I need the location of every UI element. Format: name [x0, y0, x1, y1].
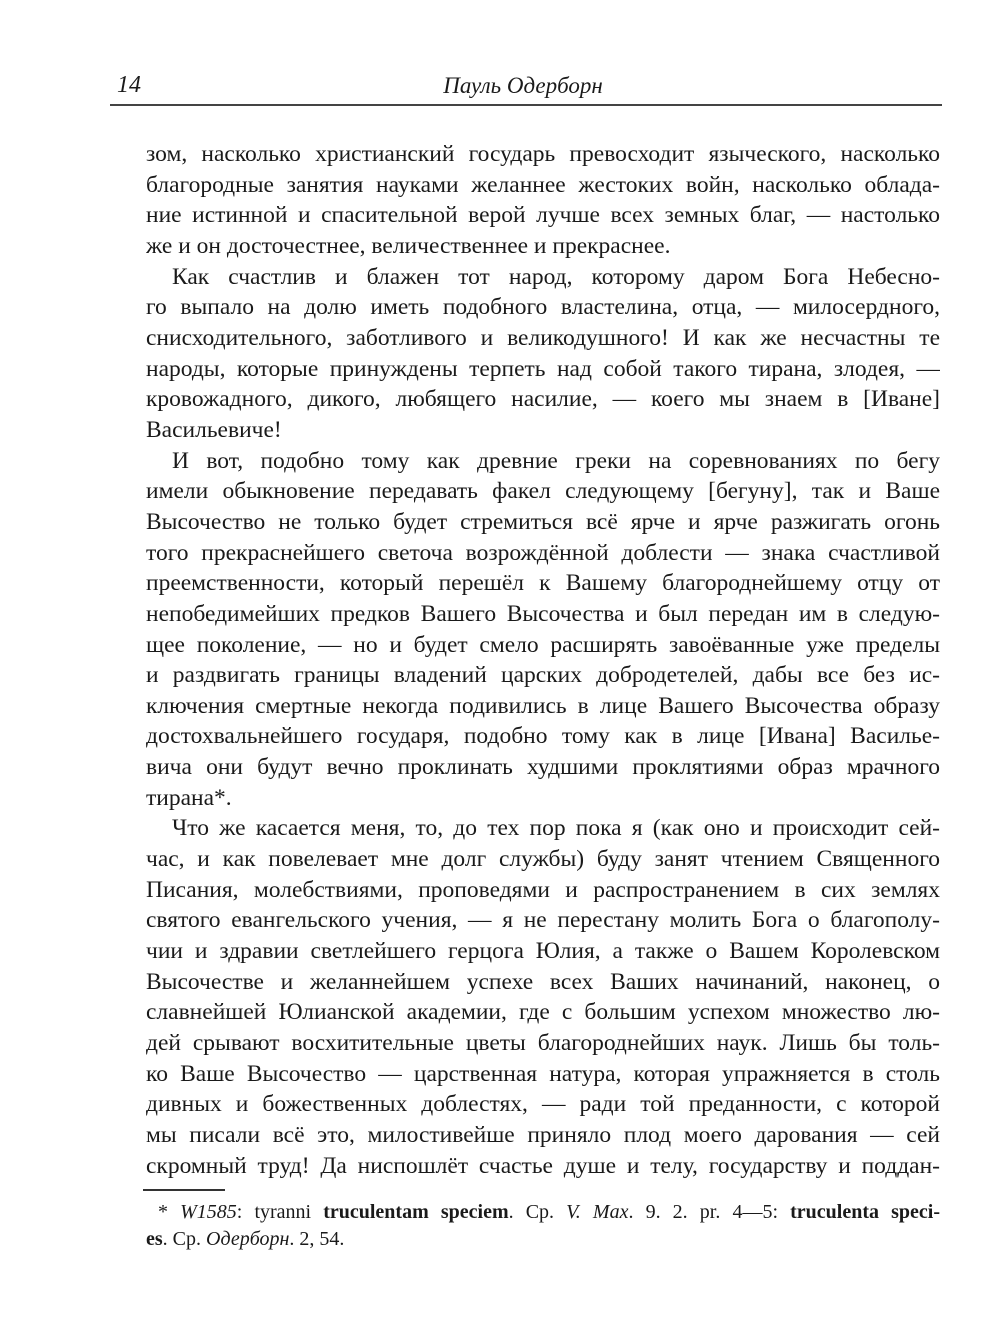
paragraph	[146, 139, 940, 262]
body-text	[146, 139, 940, 1181]
text-line: же и он досточестнее, величественнее и прекраснее.	[146, 232, 671, 259]
footnote-text: . Ср.	[162, 1228, 207, 1250]
text-line: ключения смертные некогда подивились в лице Вашего Высочества образу	[146, 692, 940, 719]
page-number: 14	[117, 72, 141, 98]
text-line: Высочество не только будет стремиться всё ярче и ярче разжигать огонь	[146, 508, 940, 535]
text-line: Васильевиче!	[146, 416, 282, 443]
text-line: щее поколение, — но и будет смело расширять завоёванные уже пределы	[146, 631, 940, 658]
footnote-text: . 9. 2. pr. 4—5:	[628, 1201, 791, 1223]
text-line: тирана*.	[146, 784, 232, 811]
footnote-text: . Ср.	[508, 1201, 567, 1223]
text-line: Что же касается меня, то, до тех пор пока я (как оно и происходит сей-	[172, 815, 940, 842]
footnote-source: W1585	[180, 1201, 237, 1223]
footnote-latin: truculenta speci-	[790, 1201, 940, 1223]
header-rule	[110, 104, 942, 106]
text-line: ко Ваше Высочество — царственная натура, которая упражняется в столь	[146, 1060, 940, 1087]
paragraph	[146, 813, 940, 1181]
footnote-ref: V. Max	[566, 1201, 629, 1223]
footnote-line-2	[146, 1226, 940, 1253]
text-line: снисходительного, заботливого и великодушного! И как же несчастны те	[146, 324, 940, 351]
text-line: мы писали всё это, милостивейше приняло плод моего дарования — сей	[146, 1122, 940, 1148]
text-line: славнейшей Юлианской академии, где с большим успехом множество лю-	[146, 999, 940, 1026]
text-line: вича они будут вечно проклинать худшими проклятиями образ мрачного	[146, 754, 940, 781]
text-line: ние истинной и спасительной верой лучше всех земных благ, — настолько	[146, 202, 940, 229]
text-line: народы, которые принуждены терпеть над собой такого тирана, злодея, —	[146, 355, 940, 382]
text-line: благородные занятия науками желаннее жестоких войн, насколько облада-	[146, 171, 940, 198]
text-line: имели обыкновение передавать факел следующему [бегуну], так и Ваше	[146, 478, 940, 505]
paragraph	[146, 262, 940, 446]
footnote-rule	[143, 1189, 225, 1191]
text-line: кровожадного, дикого, любящего насилие, — коего мы знаем в [Иване]	[146, 386, 940, 413]
footnote-latin: truculentam speciem	[323, 1201, 509, 1223]
footnote-marker: *	[158, 1201, 181, 1223]
text-line: дивных и божественных доблестях, — ради той преданности, с которой	[146, 1091, 940, 1118]
text-line: преемственности, который перешёл к Вашему благороднейшему отцу от	[146, 570, 940, 597]
text-line: Высочестве и желаннейшем успехе всех Ваших начинаний, наконец, о	[146, 968, 940, 995]
text-line: того прекраснейшего светоча возрождённой доблести — знака счастливой	[146, 539, 940, 566]
text-line: го выпало на долю иметь подобного властелина, отца, — милосердного,	[146, 294, 940, 321]
text-line: час, и как повелевает мне долг службы) буду занят чтением Священного	[146, 846, 940, 873]
text-line: святого евангельского учения, — я не перестану молить Бога о благополу-	[146, 907, 940, 934]
paragraph	[146, 446, 940, 814]
text-line: И вот, подобно тому как древние греки на соревнованиях по бегу	[172, 447, 940, 474]
text-line: Как счастлив и блажен тот народ, которому даром Бога Небесно-	[172, 263, 940, 290]
footnote-ref: Одерборн	[206, 1228, 290, 1250]
text-line: дей срывают восхитительные цветы благороднейших наук. Лишь бы толь-	[146, 1030, 940, 1057]
footnote-latin: es	[146, 1228, 163, 1250]
text-line: достохвальнейшего государя, подобно тому как в лице [Ивана] Василье-	[146, 723, 940, 750]
text-line: и раздвигать границы владений царских добродетелей, дабы все без ис-	[146, 662, 940, 689]
text-line: зом, насколько христианский государь превосходит языческого, насколько	[146, 141, 940, 167]
footnote-text: : tyranni	[236, 1201, 324, 1223]
footnote-text: . 2, 54.	[289, 1228, 345, 1250]
footnote-line-1	[146, 1199, 940, 1226]
text-line: Писания, молебствиями, проповедями и распространением в сих землях	[146, 876, 940, 903]
footnote	[146, 1199, 940, 1253]
text-line: непобедимейших предков Вашего Высочества и был передан им в следую-	[146, 600, 940, 627]
text-line: чии и здравии светлейшего герцога Юлия, а также о Вашем Королевском	[146, 938, 940, 965]
text-line: скромный труд! Да ниспошлёт счастье душе и телу, государству и поддан-	[146, 1152, 940, 1179]
running-title: Пауль Одерборн	[443, 73, 603, 98]
